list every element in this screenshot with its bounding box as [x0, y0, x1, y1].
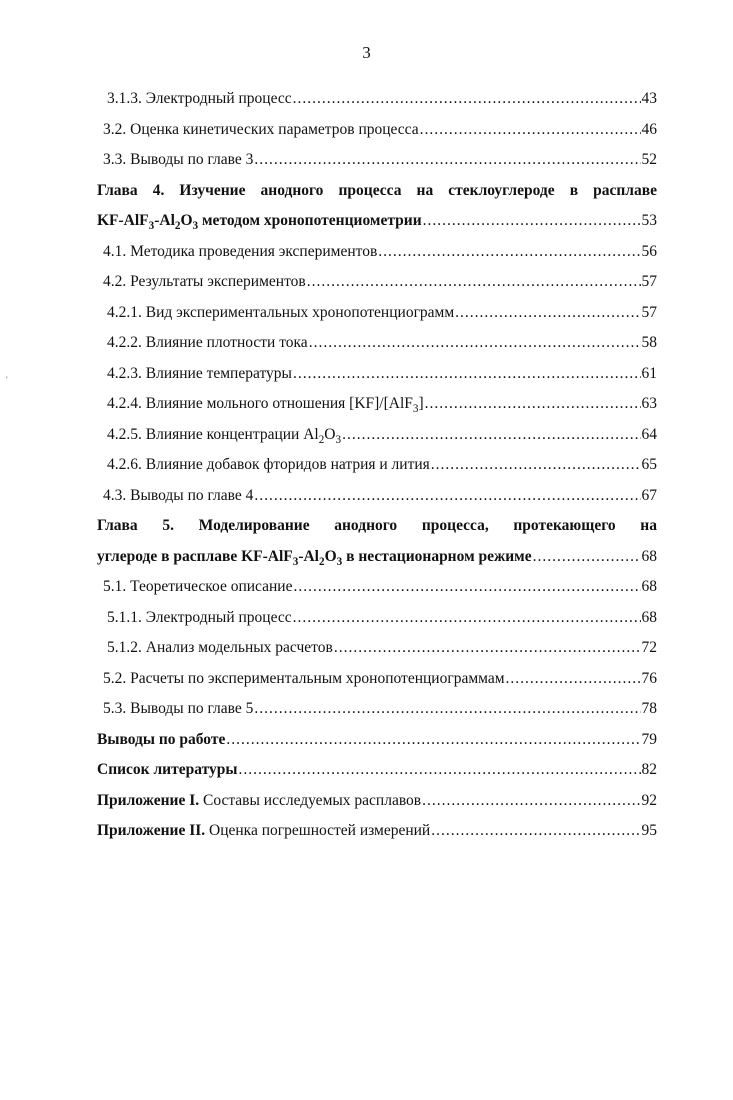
- toc-leader: [309, 328, 641, 359]
- toc-leader: [425, 389, 641, 420]
- toc-entry-page: 67: [641, 486, 657, 504]
- margin-mark: ': [6, 375, 8, 385]
- toc-leader: [293, 84, 641, 115]
- toc-entry-title: Приложение I. Составы исследуемых расплавов: [97, 786, 422, 817]
- toc-leader: [533, 542, 641, 573]
- chapter-5-title-line2: углероде в расплаве $KF-AlF_3-Al_2O_3$ в нестационарном режиме: [97, 542, 533, 573]
- toc-leader: [238, 755, 640, 786]
- toc-entry-page: 57: [641, 273, 657, 290]
- toc-entry-title: 5.1. Теоретическое описание: [103, 572, 293, 603]
- toc-entry-page: 65: [641, 456, 657, 473]
- toc-entry-title: 5.3. Выводы по главе 5: [103, 694, 254, 725]
- chapter-4-heading-line2[interactable]: [97, 206, 657, 237]
- toc-entry-page: 68: [641, 578, 657, 595]
- toc-entry-title: 4.1. Методика проведения экспериментов: [103, 237, 378, 268]
- toc-entry[interactable]: [97, 267, 657, 298]
- toc-entry-title: 3.3. Выводы по главе 3: [103, 145, 254, 176]
- toc-entry[interactable]: [97, 389, 657, 420]
- toc-entry-page: 46: [641, 120, 657, 138]
- toc-entry[interactable]: [97, 328, 657, 359]
- toc-entry-page: 43: [641, 90, 657, 107]
- toc-entry-title: Выводы по работе: [97, 725, 226, 756]
- toc-entry-title: Приложение II. Оценка погрешностей измерений: [97, 816, 431, 847]
- toc-entry-title: 5.1.2. Анализ модельных расчетов: [107, 633, 334, 664]
- toc-entry-title: 4.2.1. Вид экспериментальных хронопотенциограмм: [107, 298, 455, 329]
- toc-leader: [254, 145, 640, 176]
- toc-leader: [254, 694, 640, 725]
- toc-entry-title: 4.2.5. Влияние концентрации $Al_2O_3$: [107, 420, 342, 451]
- toc-leader: [226, 725, 640, 756]
- toc-entry[interactable]: [97, 115, 657, 146]
- chapter-4-title-line2: $KF-AlF_3-Al_2O_3$ методом хронопотенциометрии: [97, 206, 423, 237]
- toc-entry-page: 52: [641, 151, 657, 168]
- toc-entry-page: 68: [641, 547, 657, 565]
- toc-entry-page: 57: [641, 303, 657, 321]
- toc-entry-title: 4.2.2. Влияние плотности тока: [107, 328, 309, 359]
- toc-entry[interactable]: [97, 237, 657, 268]
- toc-entry-page: 76: [641, 669, 657, 687]
- toc-entry[interactable]: [97, 725, 657, 756]
- toc-leader: [420, 115, 641, 146]
- toc-entry[interactable]: [97, 603, 657, 634]
- page-number: 3: [362, 43, 371, 62]
- toc-leader: [431, 816, 640, 847]
- toc-entry[interactable]: [97, 84, 657, 115]
- toc-leader: [423, 206, 641, 237]
- toc-entry[interactable]: [97, 755, 657, 786]
- toc-entry[interactable]: [97, 633, 657, 664]
- toc-entry-page: 61: [641, 364, 657, 382]
- toc-entry[interactable]: [97, 816, 657, 847]
- toc-entry-page: 82: [641, 761, 657, 778]
- toc-entry[interactable]: [97, 572, 657, 603]
- chapter-5-heading[interactable]: [97, 511, 657, 542]
- toc-leader: [431, 450, 641, 481]
- toc-entry-title: 4.2. Результаты экспериментов: [103, 267, 307, 298]
- toc-entry-title: 5.1.1. Электродный процесс: [107, 603, 293, 634]
- toc-entry[interactable]: [97, 694, 657, 725]
- toc-leader: [455, 298, 640, 329]
- toc-entry-title: Список литературы: [97, 755, 238, 786]
- toc-entry-title: 4.2.3. Влияние температуры: [107, 359, 293, 390]
- toc-leader: [334, 633, 641, 664]
- toc-entry[interactable]: [97, 359, 657, 390]
- toc-leader: [342, 420, 640, 451]
- toc-entry-page: 53: [641, 212, 657, 229]
- toc-entry[interactable]: [97, 420, 657, 451]
- toc-entry-page: 68: [641, 608, 657, 626]
- toc-entry-title: 4.2.4. Влияние мольного отношения [KF]/[AlF$_3$]: [107, 389, 425, 420]
- toc-leader: [293, 572, 640, 603]
- chapter-5-title-line1: Глава 5. Моделирование анодного процесса, протекающего на: [97, 517, 657, 534]
- toc-entry[interactable]: [97, 145, 657, 176]
- toc-leader: [293, 359, 641, 390]
- chapter-4-heading[interactable]: [97, 176, 657, 207]
- toc-entry[interactable]: [97, 450, 657, 481]
- toc-leader: [378, 237, 640, 268]
- toc-leader: [506, 664, 641, 695]
- toc-entry-title: 3.1.3. Электродный процесс: [107, 84, 293, 115]
- toc-leader: [307, 267, 641, 298]
- toc-leader: [254, 481, 640, 512]
- toc-entry[interactable]: [97, 664, 657, 695]
- toc-entry-title: 4.2.6. Влияние добавок фторидов натрия и лития: [107, 450, 431, 481]
- chapter-4-title-line1: Глава 4. Изучение анодного процесса на стеклоуглероде в расплаве: [97, 181, 657, 199]
- toc-entry-page: 63: [641, 395, 657, 412]
- toc-entry-page: 58: [641, 334, 657, 351]
- toc-entry-title: 3.2. Оценка кинетических параметров процесса: [103, 115, 420, 146]
- toc-leader: [422, 786, 640, 817]
- toc-entry-page: 78: [641, 700, 657, 717]
- toc-entry-page: 72: [641, 639, 657, 656]
- toc-entry[interactable]: [97, 786, 657, 817]
- toc-leader: [293, 603, 641, 634]
- toc-entry-title: 4.3. Выводы по главе 4: [103, 481, 254, 512]
- toc-entry[interactable]: [97, 298, 657, 329]
- toc-entry-page: 56: [641, 242, 657, 260]
- toc-entry-title: 5.2. Расчеты по экспериментальным хронопотенциограммам: [103, 664, 506, 695]
- toc-entry[interactable]: [97, 481, 657, 512]
- chapter-5-heading-line2[interactable]: [97, 542, 657, 573]
- toc-entry-page: 79: [641, 730, 657, 748]
- toc-entry-page: 64: [641, 425, 657, 443]
- table-of-contents: [97, 84, 657, 847]
- toc-entry-page: 92: [641, 791, 657, 809]
- toc-entry-page: 95: [641, 822, 657, 839]
